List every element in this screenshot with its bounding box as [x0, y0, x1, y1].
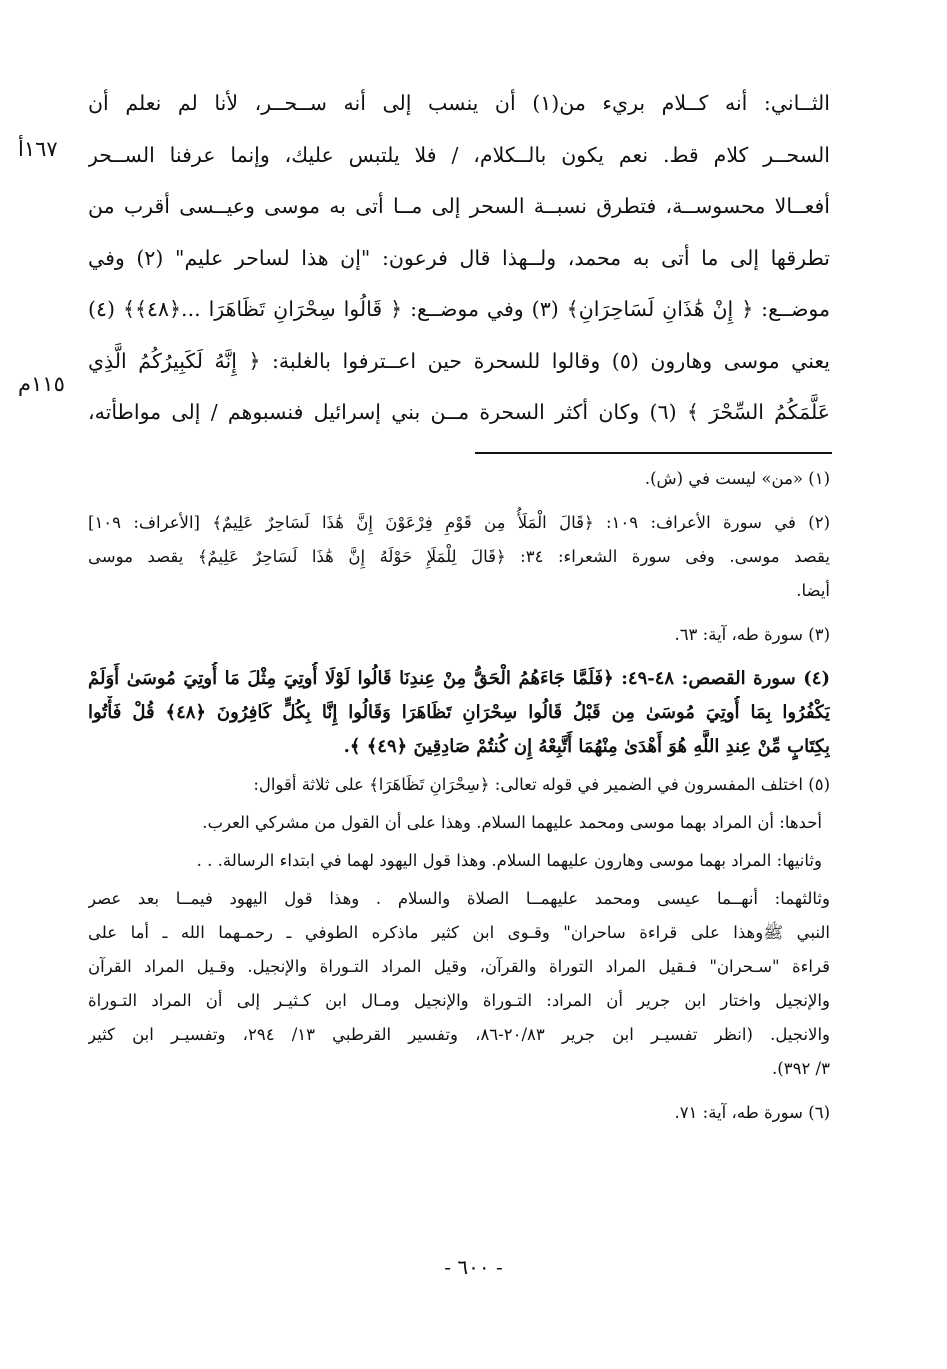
- footnote-6: (٦) سورة طه، آية: ٧١.: [674, 1103, 830, 1122]
- footnote-5-line: أحدها: أن المراد بهما موسى ومحمد عليهما السلام. وهذا على أن القول من مشركي العرب.: [202, 813, 822, 832]
- footnote-2-line: أيضا.: [796, 581, 830, 600]
- main-line: موضــع: ﴿ إِنْ هَٰذَانِ لَسَاحِرَانِ﴾ (٣) وفي موضــع: ﴿ قَالُوا سِحْرَانِ تَظَاهَرَا ...﴿٤٨﴾﴾ (٤): [88, 297, 830, 321]
- footnote-5-line: والإنجيل واختار ابن جرير أن المراد: التـوراة والإنجيل ومـال ابن كـثيـر إلى أن المراد التـوراة: [88, 991, 830, 1010]
- footnote-4-line: يَكْفُرُوا بِمَا أُوتِيَ مُوسَىٰ مِن قَبْلُ قَالُوا سِحْرَانِ تَظَاهَرَا وَقَالُوا إِنَّا بِكُلٍّ كَافِرُونَ ﴿٤٨﴾ قُلْ فَأْتُوا: [88, 702, 830, 723]
- footnote-5-line: والانجيل. (انظر تفسيـر ابن جرير ٢٠/٨٣-٨٦، وتفسير القرطبي ١٣/ ٢٩٤، وتفسيـر ابن كثير: [88, 1025, 830, 1044]
- footnote-1: (١) «من» ليست في (ش).: [644, 469, 830, 488]
- main-body-text: [88, 78, 830, 439]
- main-line: يعني موسى وهارون (٥) وقالوا للسحرة حين اعــترفوا بالغلبة: ﴿ إِنَّهُ لَكَبِيرُكُمُ الَّذِي: [88, 348, 830, 373]
- footnote-2-line: (٢) في سورة الأعراف: ١٠٩: ﴿قَالَ الْمَلَأُ مِن قَوْمِ فِرْعَوْنَ إِنَّ هَٰذَا لَسَاحِرٌ عَلِيمٌ﴾ [الأعراف: ١٠٩]: [88, 513, 830, 532]
- footnote-separator: [475, 452, 832, 454]
- footnote-4-line: بِكِتَابٍ مِّنْ عِندِ اللَّهِ هُوَ أَهْدَىٰ مِنْهُمَا أَتَّبِعْهُ إِن كُنتُمْ صَادِقِينَ ﴿٤٩﴾ ﴾.: [343, 736, 830, 757]
- footnote-3: (٣) سورة طه، آية: ٦٣.: [674, 625, 830, 644]
- footnote-5-line: وثالثهما: أنهــما عيسى ومحمد عليهمــا الصلاة والسلام . وهذا قول اليهود فيمــا بعد عصر: [88, 889, 830, 908]
- footnote-2-line: يقصد موسى. وفى سورة الشعراء: ٣٤: ﴿قَالَ لِلْمَلَإِ حَوْلَهُ إِنَّ هَٰذَا لَسَاحِرٌ عَلِيمٌ﴾ يقصد موسى: [88, 547, 830, 566]
- footnotes-section: [88, 462, 830, 1130]
- footnote-5-line: النبي ﷺوهذا على قراءة ساحران" وقـوى ابن كثير ماذكره الطوفي ـ رحمـهما الله ـ أما على: [88, 923, 830, 942]
- main-line: السحــر كلام قط. نعم يكون بالــكلام، / فلا يلتبس عليك، وإنما عرفنا الســحر: [88, 142, 830, 167]
- footnote-4-line: (٤) سورة القصص: ٤٨-٤٩: ﴿فَلَمَّا جَاءَهُمُ الْحَقُّ مِنْ عِندِنَا قَالُوا لَوْلَا أُوتِيَ مِثْلَ مَا أُوتِيَ مُوسَىٰ أَوَلَمْ: [88, 668, 830, 689]
- main-line: عَلَّمَكُمُ السِّحْرَ ﴾ (٦) وكان أكثر السحرة مــن بني إسرائيل فنسبوهم / إلى مواطأته،: [88, 400, 830, 424]
- main-line: الثــاني: أنه كــلام بريء من(١) أن ينسب إلى أنه ســحــر، لأنا لم نعلم أن: [88, 91, 830, 115]
- page-number: - ٦٠٠ -: [444, 1255, 503, 1279]
- footnote-5-line: وثانيها: المراد بهما موسى وهارون عليهما السلام. وهذا قول اليهود لهما في ابتداء الرسالة. . .: [196, 851, 822, 870]
- main-line: أفعــالا محسوســة، فتطرق نسبــة السحر إلى مــا أتى به موسى وعيــسى أقرب من: [88, 194, 830, 218]
- footnote-5-line: ٣/ ٣٩٢).: [772, 1059, 830, 1078]
- margin-manuscript-ref-top: ١٦٧أ: [18, 137, 58, 161]
- margin-manuscript-ref-bottom: ١١٥م: [18, 372, 65, 396]
- footnote-5-line: قراءة "سـحران" فـقيل المراد التوراة والقرآن، وقيل المراد التـوراة والإنجيل. وقـيل المراد القرآن: [88, 957, 830, 976]
- main-line: تطرقها إلى ما أتى به محمد، ولــهذا قال فرعون: "إن هذا لساحر عليم" (٢) وفي: [88, 245, 830, 270]
- footnote-5-line: (٥) اختلف المفسرون في الضمير في قوله تعالى: ﴿سِحْرَانِ تَظَاهَرَا﴾ على ثلاثة أقوال:: [253, 775, 830, 794]
